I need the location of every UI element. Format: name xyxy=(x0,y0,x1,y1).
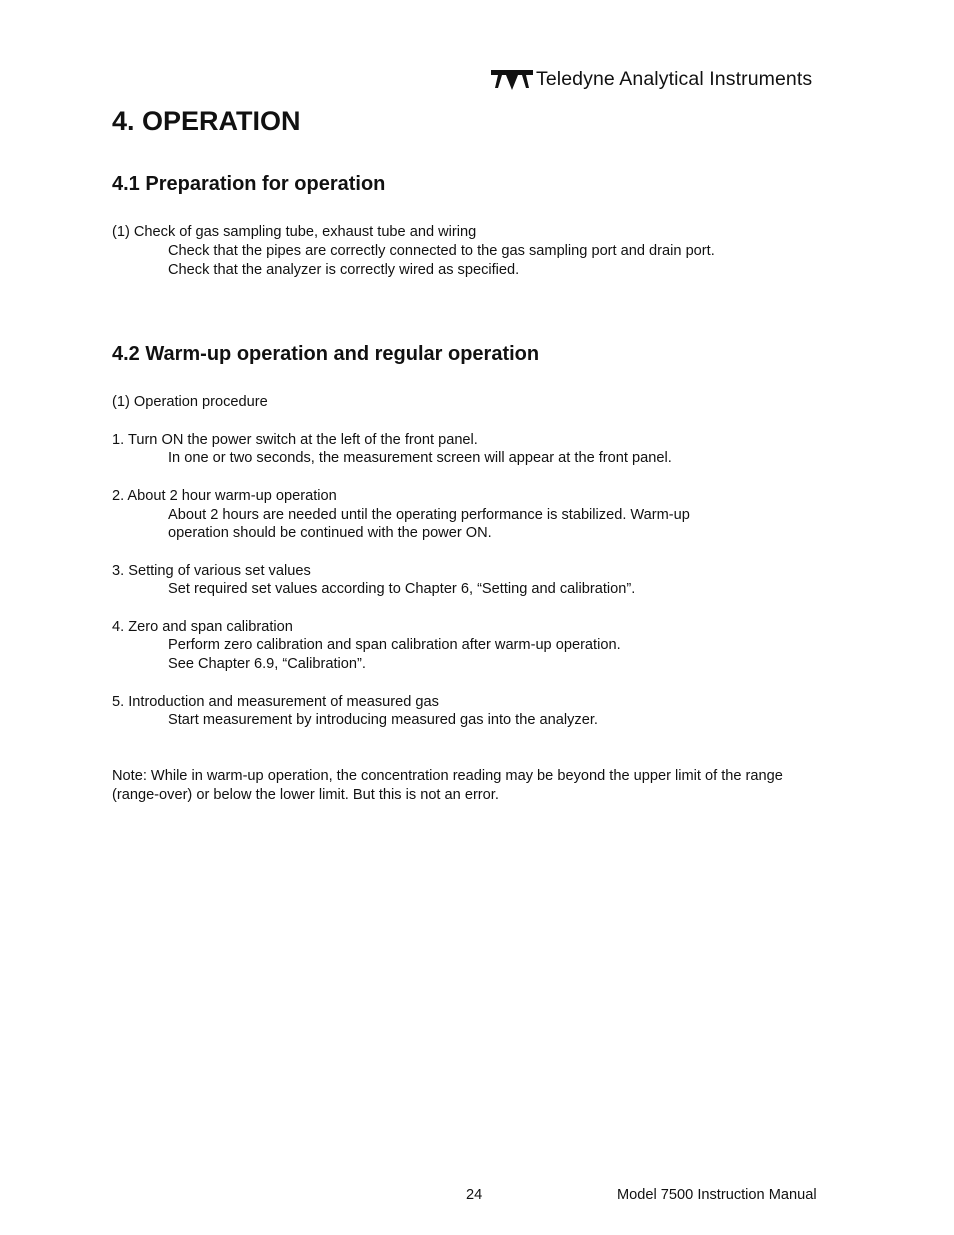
step-3-detail: Set required set values according to Chapter 6, “Setting and calibration”. xyxy=(168,581,636,597)
step-1-title: 1. Turn ON the power switch at the left of the front panel. xyxy=(112,432,478,448)
step-5-title: 5. Introduction and measurement of measured gas xyxy=(112,694,439,710)
page-number: 24 xyxy=(466,1187,483,1203)
step-4-detail: Perform zero calibration and span calibration after warm-up operation. xyxy=(168,637,621,653)
procedure-title: (1) Operation procedure xyxy=(112,394,268,410)
section-heading-4-1: 4.1 Preparation for operation xyxy=(112,173,386,195)
check-item-pipes: Check that the pipes are correctly connected to the gas sampling port and drain port. xyxy=(168,243,715,259)
note-line-2: (range-over) or below the lower limit. But this is not an error. xyxy=(112,787,499,803)
note-line-1: Note: While in warm-up operation, the concentration reading may be beyond the upper limit of the range xyxy=(112,768,783,784)
chapter-title: 4. OPERATION xyxy=(112,106,301,136)
step-5-detail: Start measurement by introducing measured gas into the analyzer. xyxy=(168,712,598,728)
step-4-detail-cont: See Chapter 6.9, “Calibration”. xyxy=(168,656,366,672)
teledyne-logo-icon xyxy=(490,66,534,92)
check-item-wiring: Check that the analyzer is correctly wired as specified. xyxy=(168,262,520,278)
step-2-title: 2. About 2 hour warm-up operation xyxy=(112,488,337,504)
brand-name: Teledyne Analytical Instruments xyxy=(536,67,813,90)
check-item-title: (1) Check of gas sampling tube, exhaust tube and wiring xyxy=(112,224,477,240)
header-brand xyxy=(490,66,812,92)
step-1-detail: In one or two seconds, the measurement screen will appear at the front panel. xyxy=(168,450,672,466)
section-heading-4-2: 4.2 Warm-up operation and regular operation xyxy=(112,343,540,365)
step-2-detail-cont: operation should be continued with the power ON. xyxy=(168,525,492,541)
step-2-detail: About 2 hours are needed until the operating performance is stabilized. Warm-up xyxy=(168,507,690,523)
step-3-title: 3. Setting of various set values xyxy=(112,563,311,579)
step-4-title: 4. Zero and span calibration xyxy=(112,619,293,635)
manual-title: Model 7500 Instruction Manual xyxy=(617,1187,817,1203)
